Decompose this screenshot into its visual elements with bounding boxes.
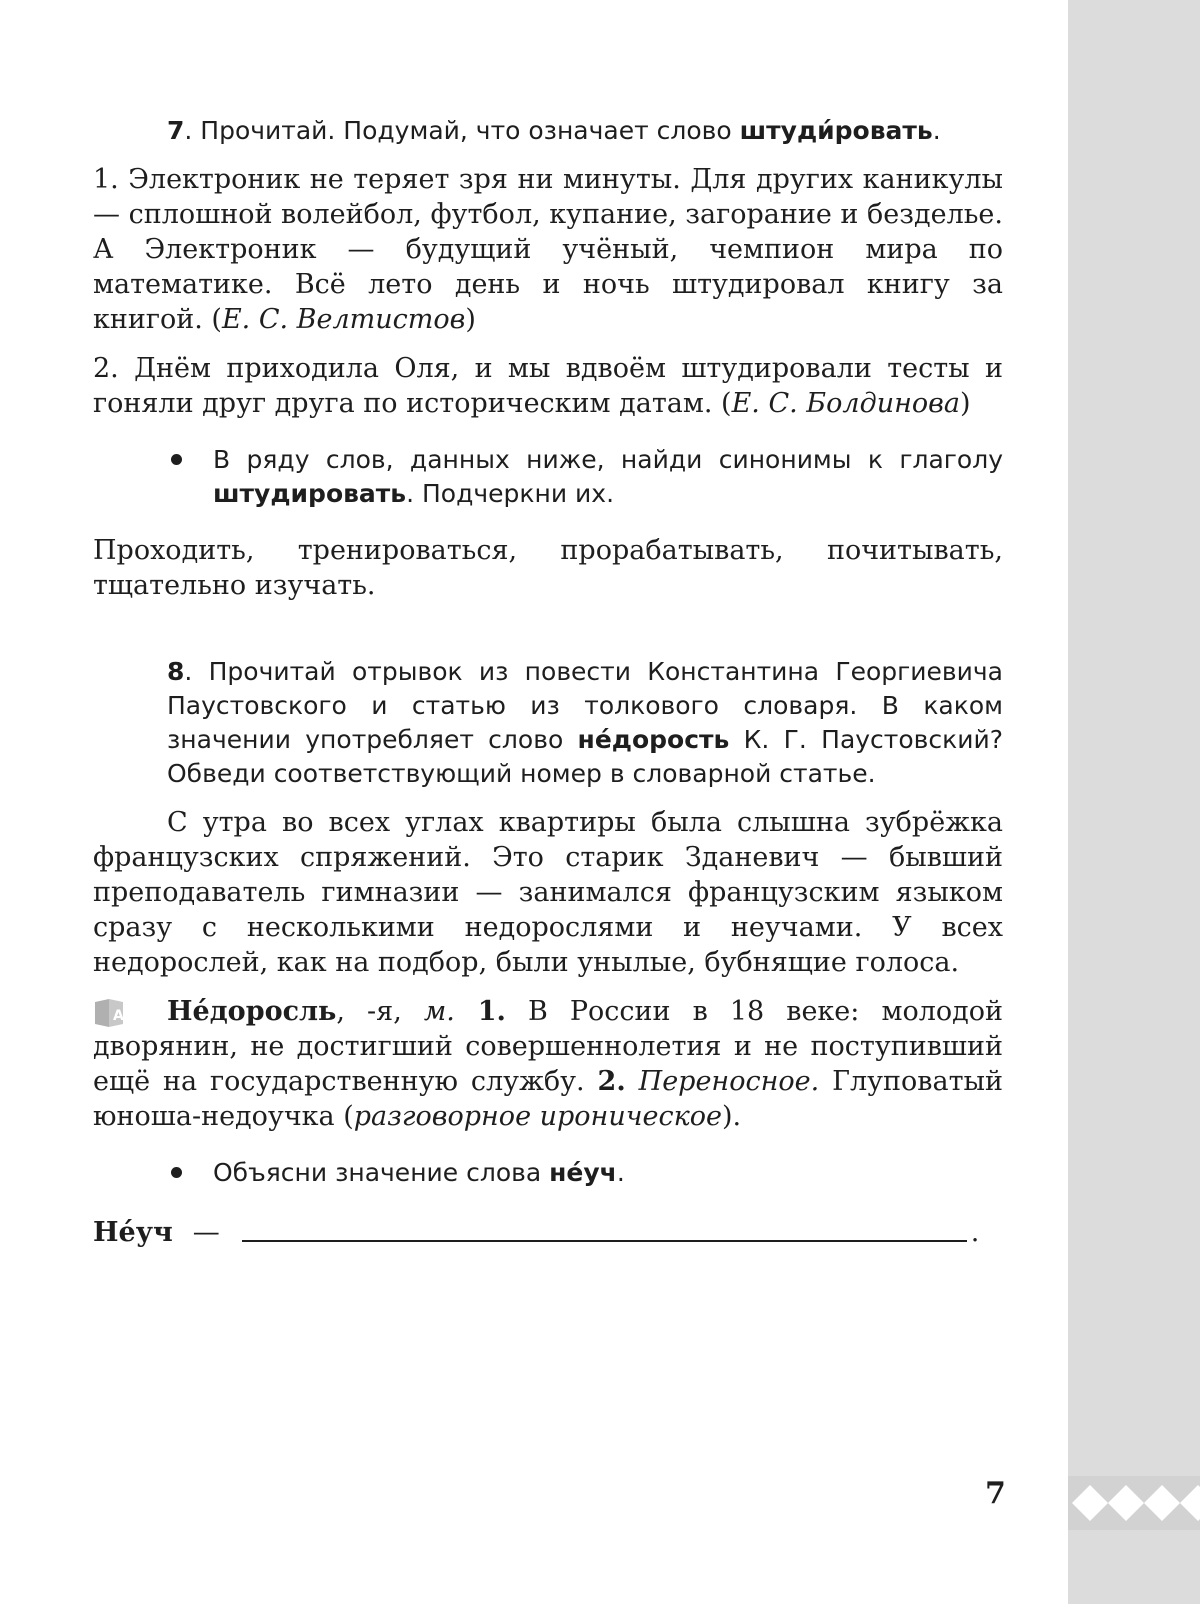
answer-blank[interactable] xyxy=(242,1216,967,1242)
answer-word: Не́уч xyxy=(93,1217,173,1248)
task8-number: 8 xyxy=(167,657,185,686)
task7-keyword: штуди́ровать xyxy=(739,116,933,145)
decorative-diamonds xyxy=(1068,1476,1200,1530)
task8-excerpt: С утра во всех углах квартиры была слышна зубрёжка французских спряжений. Это старик Зданевич — бывший преподаватель гимназии — занимался французским языком сразу с несколькими недорослями и неучами. У всех недорослей, как на подбор, были унылые, бубнящие голоса. xyxy=(93,807,1003,978)
task7-bullet-keyword: штудировать xyxy=(213,479,407,508)
task7-example-2: 2. Днём приходила Оля, и мы вдвоём штудировали тесты и гоняли друг друга по историческим датам. (Е. С. Болдинова) xyxy=(93,353,1003,419)
example1-author: Е. С. Велтистов xyxy=(221,304,466,335)
side-band xyxy=(1068,0,1200,1604)
page-number: 7 xyxy=(985,1476,1006,1511)
task7-example-1: 1. Электроник не теряет зря ни минуты. Для других каникулы — сплошной волейбол, футбол, купание, загорание и безделье. А Электроник — будущий учёный, чемпион мира по математике. Всё лето день и ночь штудировал книгу за книгой. (Е. С. Велтистов) xyxy=(93,164,1003,335)
task8-bullet-keyword: не́уч xyxy=(549,1158,617,1187)
example2-author: Е. С. Болдинова xyxy=(731,388,960,419)
dict-headword: Не́доросль xyxy=(167,996,337,1027)
task8-bullet: Объясни значение слова не́уч. xyxy=(93,1156,1003,1190)
page-content xyxy=(93,114,1003,1248)
dictionary-entry: A Не́доросль, -я, м. 1. В России в 18 веке: молодой дворянин, не достигший совершеннолетия и не поступивший ещё на государственную службу. 2. Переносное. Глуповатый юноша-недоучка (разговорное ироническое). xyxy=(93,996,1003,1132)
svg-text:A: A xyxy=(113,1008,124,1024)
task7-word-list: Проходить, тренироваться, прорабатывать, почитывать, тщательно изучать. xyxy=(93,535,1003,601)
task7-bullet: В ряду слов, данных ниже, найди синонимы к глаголу штудировать. Подчеркни их. xyxy=(93,443,1003,511)
dictionary-book-icon xyxy=(93,998,129,1028)
bullet-icon xyxy=(171,454,182,465)
task7-instruction: 7. Прочитай. Подумай, что означает слово штуди́ровать. xyxy=(167,116,941,145)
task8-instruction: 8. Прочитай отрывок из повести Константина Георгиевича Паустовского и статью из толкового словаря. В каком значении употребляет слово не́дорость К. Г. Паустовский? Обведи соответствующий номер в словарной статье. xyxy=(167,657,1004,788)
task8-keyword: не́дорость xyxy=(577,725,730,754)
task7-number: 7 xyxy=(167,116,185,145)
bullet-icon xyxy=(171,1167,182,1178)
answer-line: Не́уч — . xyxy=(93,1217,980,1248)
